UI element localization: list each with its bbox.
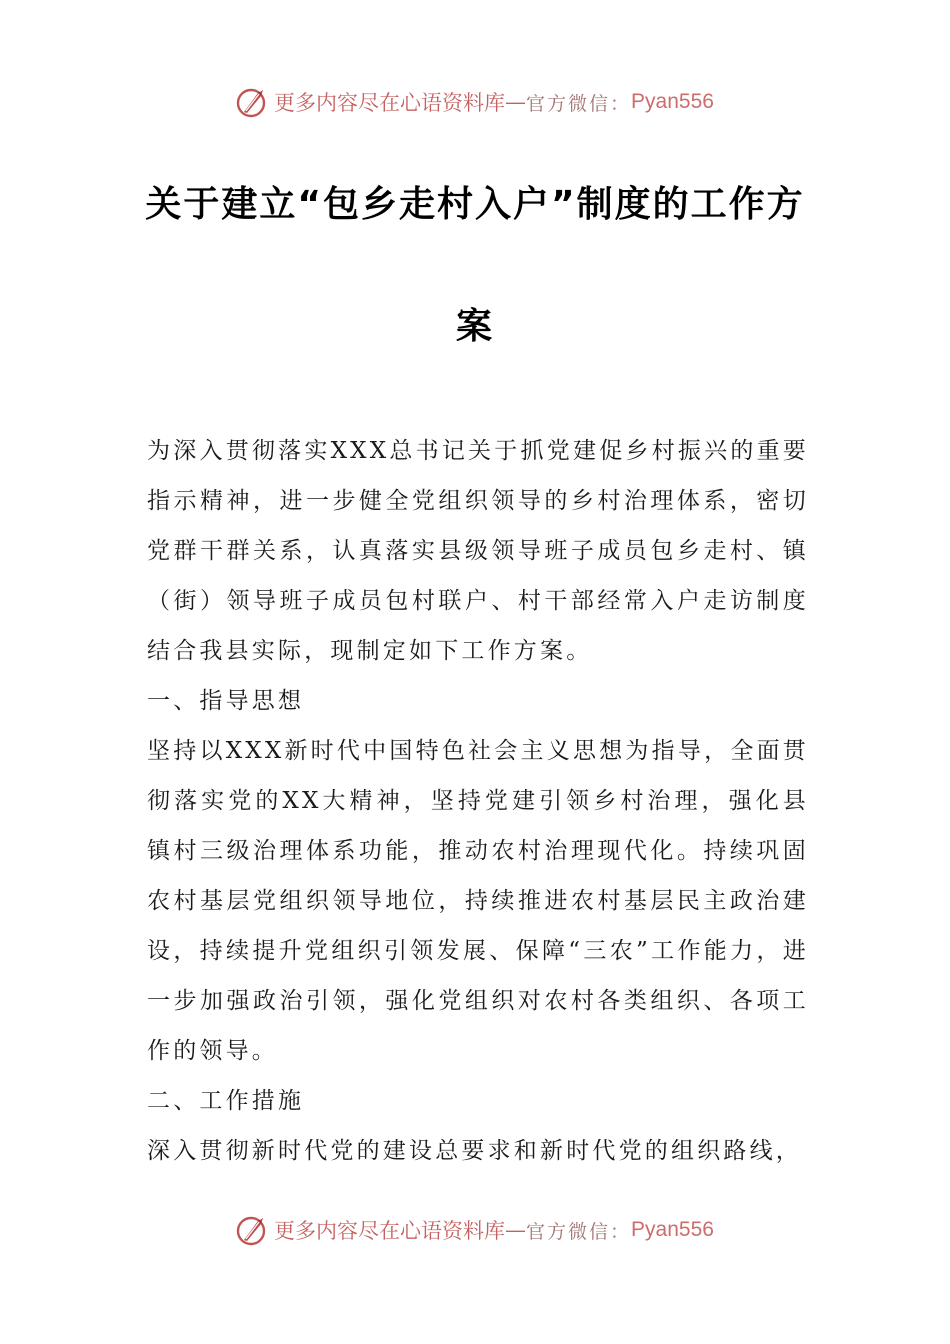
watermark-dash: — [505, 1218, 527, 1242]
document-title-line-1: 关于建立“包乡走村入户”制度的工作方 [145, 184, 805, 225]
body-paragraph: 深入贯彻新时代党的建设总要求和新时代党的组织路线， [147, 1138, 802, 1164]
quill-pen-circle-icon [236, 85, 270, 119]
body-paragraph: 坚持以XXX新时代中国特色社会主义思想为指导，全面贯彻落实党的XX大精神，坚持党建引领乡村治理，强化县镇村三级治理体系功能，推动农村治理现代化。持续巩固农村基层党组织领导地位，持续推进农村基层民主政治建设，持续提升党组织引领发展、保障“三农”工作能力，进一步加强政治引领，强化党组织对农村各类组织、各项工作的领导。 [147, 738, 809, 1064]
quill-pen-circle-icon [236, 1213, 270, 1247]
watermark-brand-text: 更多内容尽在心语资料库 [274, 1219, 506, 1243]
watermark-wechat-label: 官方微信： [526, 1220, 632, 1243]
watermark-wechat-id: Pyan556 [631, 90, 714, 113]
watermark-dash: — [505, 90, 527, 114]
body-paragraph: 为深入贯彻落实XXX总书记关于抓党建促乡村振兴的重要指示精神，进一步健全党组织领导的乡村治理体系，密切党群干群关系，认真落实县级领导班子成员包乡走村、镇（街）领导班子成员包村联户、村干部经常入户走访制度结合我县实际，现制定如下工作方案。 [147, 438, 809, 664]
watermark-wechat-label: 官方微信： [526, 92, 632, 115]
footer-watermark [0, 1210, 950, 1250]
watermark-brand-text: 更多内容尽在心语资料库 [274, 91, 506, 115]
document-body [147, 426, 809, 1176]
watermark-wechat-id: Pyan556 [631, 1218, 714, 1241]
section-heading: 一、指导思想 [147, 688, 305, 714]
section-heading: 二、工作措施 [147, 1088, 305, 1114]
document-title-line-2: 案 [455, 306, 494, 347]
header-watermark [0, 82, 950, 122]
